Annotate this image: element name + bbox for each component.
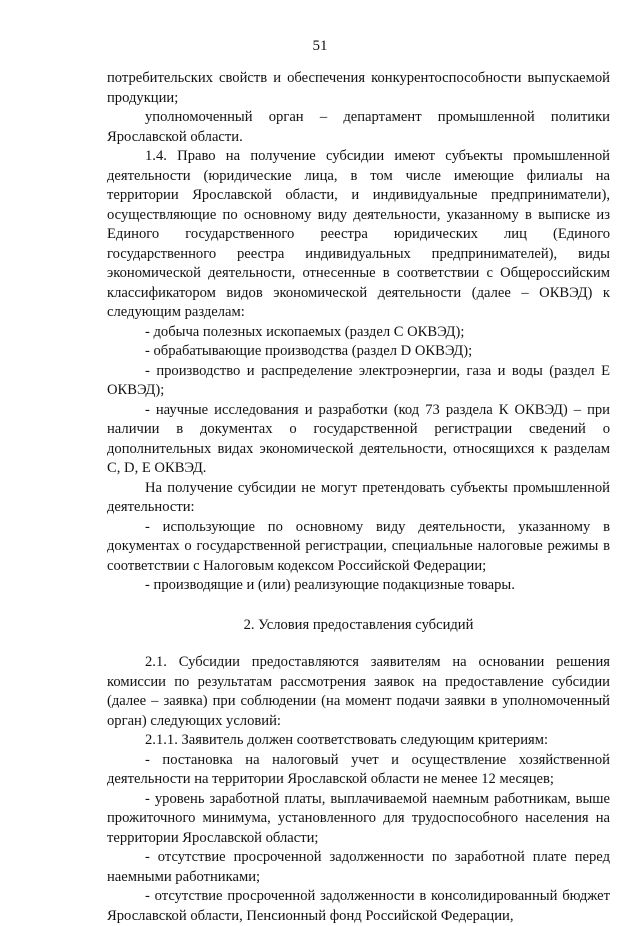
- list-item: - производящие и (или) реализующие подакцизные товары.: [145, 577, 515, 593]
- list-item: - использующие по основному виду деятельности, указанному в документах о государственной регистрации, специальные налоговые режимы в соответствии с Налоговым кодексом Российской Федерации;: [107, 518, 610, 574]
- paragraph-1-4: 1.4. Право на получение субсидии имеют субъекты промышленной деятельности (юридические лица, в том числе имеющие филиалы на территории Ярославской области, и индивидуальные предприниматели), осуществляющие по основному виду деятельности, указанному в выписке из Единого государственного реестра юридических лиц (Единого государственного реестра индивидуальных предпринимателей), виды экономической деятельности, отнесенные в соответствии с Общероссийским классификатором видов экономической деятельности (далее – ОКВЭД) к следующим разделам:: [107, 148, 610, 320]
- list-item: - научные исследования и разработки (код 73 раздела К ОКВЭД) – при наличии в документах о государственной регистрации сведений о дополнительных видах экономической деятельности, относящихся к разделам С, D, Е ОКВЭД.: [107, 401, 610, 476]
- document-body: [107, 69, 610, 926]
- list-item: - обрабатывающие производства (раздел D ОКВЭД);: [145, 343, 473, 359]
- paragraph: потребительских свойств и обеспечения конкурентоспособности выпускаемой продукции;: [107, 70, 610, 106]
- page-number: 51: [312, 38, 328, 54]
- section-title: 2. Условия предоставления субсидий: [243, 616, 474, 633]
- list-item: - отсутствие просроченной задолженности по заработной плате перед наемными работниками;: [107, 849, 610, 885]
- paragraph: На получение субсидии не могут претендовать субъекты промышленной деятельности:: [107, 479, 610, 515]
- list-item: - производство и распределение электроэнергии, газа и воды (раздел Е ОКВЭД);: [107, 362, 610, 398]
- list-item: - уровень заработной платы, выплачиваемой наемным работникам, выше прожиточного минимума, установленного для трудоспособного населения на территории Ярославской области;: [107, 790, 610, 846]
- list-item: - постановка на налоговый учет и осуществление хозяйственной деятельности на территории Ярославской области не менее 12 месяцев;: [107, 751, 610, 787]
- paragraph: уполномоченный орган – департамент промышленной политики Ярославской области.: [107, 109, 610, 145]
- paragraph-2-1: 2.1. Субсидии предоставляются заявителям на основании решения комиссии по результатам рассмотрения заявок на предоставление субсидии (далее – заявка) при соблюдении (на момент подачи заявки в уполномоченный орган) следующих условий:: [107, 654, 610, 729]
- paragraph-2-1-1: 2.1.1. Заявитель должен соответствовать следующим критериям:: [145, 732, 549, 748]
- list-item: - добыча полезных ископаемых (раздел С ОКВЭД);: [145, 323, 465, 340]
- list-item: - отсутствие просроченной задолженности в консолидированный бюджет Ярославской области, Пенсионный фонд Российской Федерации,: [107, 888, 610, 924]
